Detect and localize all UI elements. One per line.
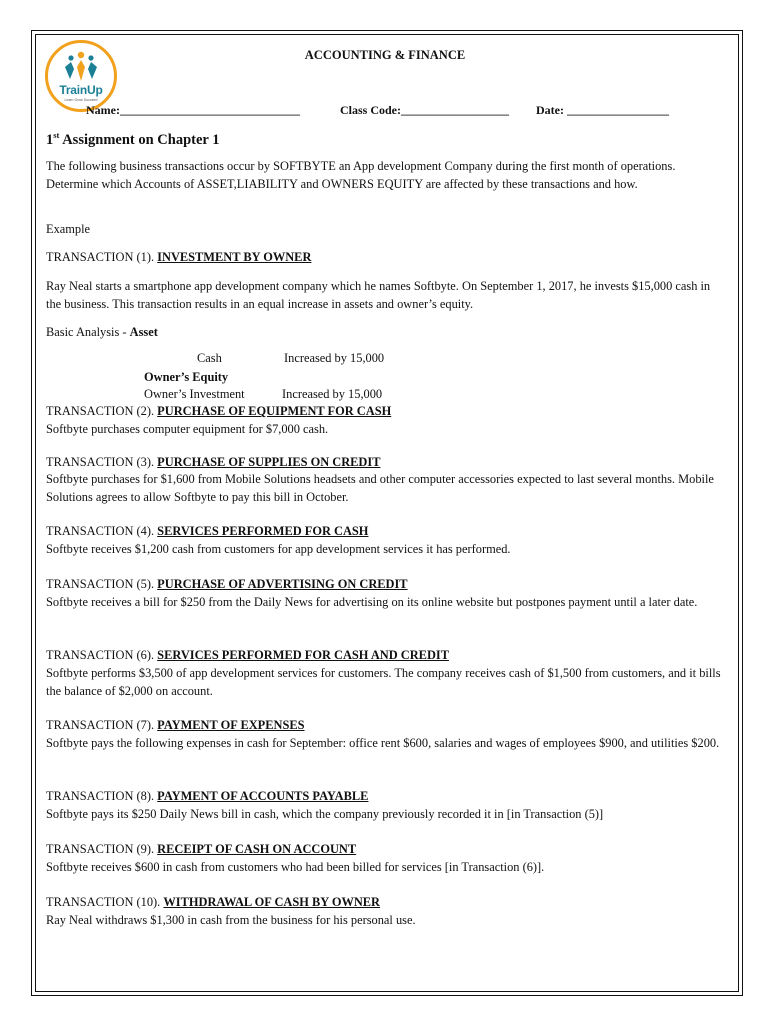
name-field: Name:______________________________: [86, 103, 300, 117]
transaction-body: Softbyte pays its $250 Daily News bill in cash, which the company previously recorded it in [in Transaction (5)]: [46, 807, 604, 821]
assignment-title: 1st Assignment on Chapter 1: [46, 130, 220, 148]
transaction-heading: TRANSACTION (6). SERVICES PERFORMED FOR CASH AND CREDIT: [46, 648, 449, 662]
transaction-body: Softbyte purchases for $1,600 from Mobile Solutions headsets and other computer accessories expected to last several months. Mobile Solutions agrees to allow Softbyte to pay this bill in October.: [46, 472, 714, 504]
owners-investment-effect: Increased by 15,000: [282, 387, 383, 401]
transaction-heading: TRANSACTION (4). SERVICES PERFORMED FOR CASH: [46, 524, 369, 538]
logo-name: TrainUp: [59, 83, 103, 97]
cash-effect: Increased by 15,000: [284, 351, 385, 365]
example-label: Example: [46, 222, 91, 236]
logo-tagline: Learn Grow Succeed: [64, 98, 98, 102]
transaction-body: Ray Neal starts a smartphone app development company which he names Softbyte. On September 1, 2017, he invests $15,000 cash in the business. This transaction results in an equal increase in assets and owner’s equity.: [46, 279, 711, 311]
transaction-body: Softbyte pays the following expenses in cash for September: office rent $600, salaries and wages of employees $900, and utilities $200.: [46, 736, 720, 750]
cash-account: Cash: [197, 351, 222, 365]
owners-investment-account: Owner’s Investment: [144, 387, 245, 401]
transaction-heading: TRANSACTION (10). WITHDRAWAL OF CASH BY OWNER: [46, 895, 381, 909]
transaction-heading: TRANSACTION (8). PAYMENT OF ACCOUNTS PAYABLE: [46, 789, 369, 803]
transaction-heading: TRANSACTION (9). RECEIPT OF CASH ON ACCOUNT: [46, 842, 357, 856]
class-code-field: Class Code:__________________: [340, 103, 510, 117]
transaction-body: Softbyte purchases computer equipment for $7,000 cash.: [46, 422, 329, 436]
transaction-body: Softbyte performs $3,500 of app development services for customers. The company receives cash of $1,500 from customers, and it bills the balance of $2,000 on account.: [46, 666, 721, 698]
transaction-heading: TRANSACTION (2). PURCHASE OF EQUIPMENT FOR CASH: [46, 404, 392, 418]
transaction-heading: TRANSACTION (3). PURCHASE OF SUPPLIES ON CREDIT: [46, 455, 381, 469]
transaction-body: Ray Neal withdraws $1,300 in cash from the business for his personal use.: [46, 913, 416, 927]
intro-paragraph: The following business transactions occur by SOFTBYTE an App development Company during the first month of operations. Determine which Accounts of ASSET,LIABILITY and OWNERS EQUITY are affected by these transactions and how.: [46, 159, 676, 191]
owners-equity-heading: Owner’s Equity: [144, 370, 229, 384]
transaction-body: Softbyte receives a bill for $250 from the Daily News for advertising on its online website but postpones payment until a later date.: [46, 595, 698, 609]
transaction-body: Softbyte receives $1,200 cash from customers for app development services it has performed.: [46, 542, 511, 556]
transaction-heading: TRANSACTION (5). PURCHASE OF ADVERTISING ON CREDIT: [46, 577, 408, 591]
date-field: Date: _________________: [536, 103, 669, 117]
transaction-heading: TRANSACTION (1). INVESTMENT BY OWNER: [46, 250, 312, 264]
transaction-body: Softbyte receives $600 in cash from customers who had been billed for services [in Transaction (6)].: [46, 860, 545, 874]
page-title: ACCOUNTING & FINANCE: [304, 48, 466, 62]
transaction-heading: TRANSACTION (7). PAYMENT OF EXPENSES: [46, 718, 305, 732]
basic-analysis-label: Basic Analysis - Asset: [46, 325, 158, 339]
